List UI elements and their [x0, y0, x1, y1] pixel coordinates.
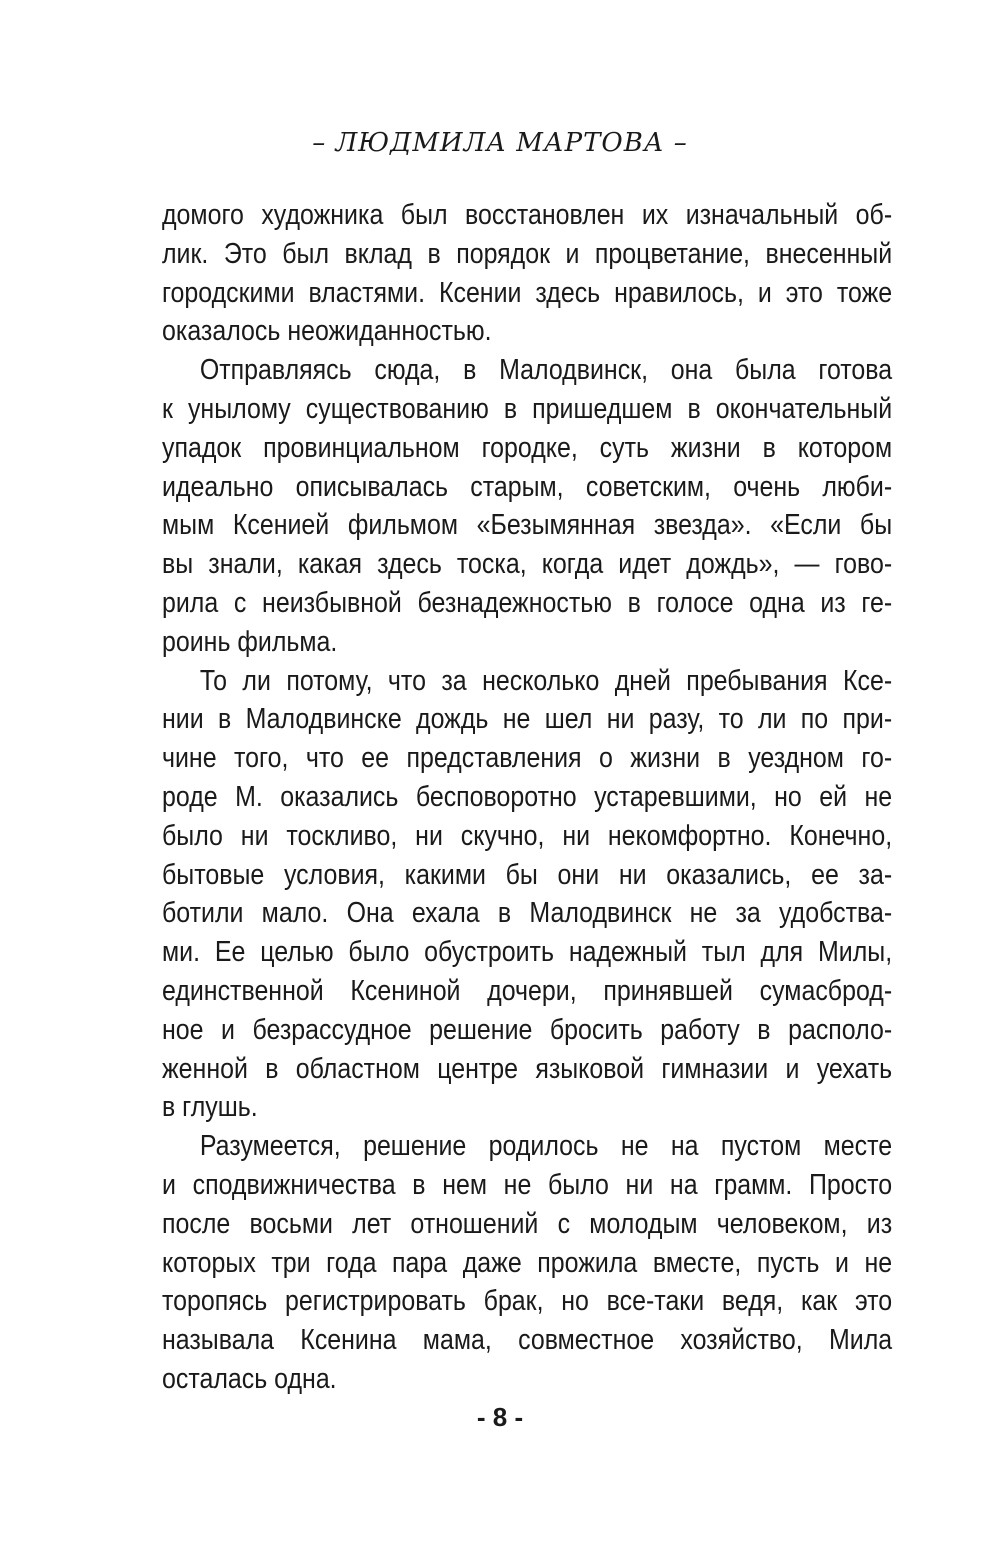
text-line: чине того, что ее представления о жизни в уездном го- — [162, 742, 893, 775]
text-line: в глушь. — [162, 1091, 258, 1124]
page-number: - 8 - — [476, 1402, 524, 1432]
text-line: ми. Ее целью было обустроить надежный тыл для Милы, — [162, 936, 893, 969]
text-line: оказалось неожиданностью. — [162, 315, 492, 348]
text-line: к унылому существованию в пришедшем в окончательный — [162, 392, 893, 425]
text-line: которых три года пара даже прожила вместе, пусть и не — [162, 1246, 893, 1279]
text-line: единственной Ксениной дочери, принявшей сумасброд- — [162, 974, 893, 1007]
text-line: лик. Это был вклад в порядок и процветание, внесенный — [162, 237, 893, 270]
text-line: осталась одна. — [162, 1362, 337, 1395]
running-header: – ЛЮДМИЛА МАРТОВА – — [312, 128, 688, 158]
text-line: нии в Малодвинске дождь не шел ни разу, то ли по при- — [162, 703, 893, 736]
text-line: упадок провинциальном городке, суть жизни в котором — [162, 431, 893, 464]
text-line: То ли потому, что за несколько дней пребывания Ксе- — [199, 664, 893, 697]
paragraph — [162, 196, 892, 351]
text-line: мым Ксенией фильмом «Безымянная звезда». «Если бы — [162, 509, 893, 542]
text-line: идеально описывалась старым, советским, очень люби- — [162, 470, 893, 503]
text-line: вы знали, какая здесь тоска, когда идет дождь», — гово- — [162, 548, 893, 581]
text-line: ботили мало. Она ехала в Малодвинск не за удобства- — [162, 897, 893, 930]
text-line: и сподвижничества в нем не было ни на грамм. Просто — [162, 1168, 893, 1201]
text-line: рила с неизбывной безнадежностью в голосе одна из ге- — [162, 586, 893, 619]
text-line: роинь фильма. — [162, 625, 338, 658]
text-line: было ни тоскливо, ни скучно, ни некомфортно. Конечно, — [162, 819, 893, 852]
text-line: роде М. оказались бесповоротно устаревшими, но ей не — [162, 780, 893, 813]
text-line: после восьми лет отношений с молодым человеком, из — [162, 1207, 893, 1240]
text-line: ное и безрассудное решение бросить работу в располо- — [162, 1013, 893, 1046]
text-line: домого художника был восстановлен их изначальный об- — [162, 199, 893, 231]
text-line: городскими властями. Ксении здесь нравилось, и это тоже — [162, 276, 893, 309]
paragraph — [162, 351, 892, 661]
text-line: торопясь регистрировать брак, но все-таки ведя, как это — [162, 1285, 893, 1318]
body-text — [162, 196, 892, 1399]
paragraph — [162, 1127, 892, 1399]
paragraph — [162, 662, 892, 1128]
text-line: женной в областном центре языковой гимназии и уехать — [162, 1052, 893, 1085]
text-line: бытовые условия, какими бы они ни оказались, ее за- — [162, 858, 893, 891]
text-line: называла Ксенина мама, совместное хозяйство, Мила — [162, 1324, 893, 1357]
text-line: Отправляясь сюда, в Малодвинск, она была готова — [199, 354, 893, 387]
text-line: Разумеется, решение родилось не на пустом месте — [199, 1130, 893, 1163]
